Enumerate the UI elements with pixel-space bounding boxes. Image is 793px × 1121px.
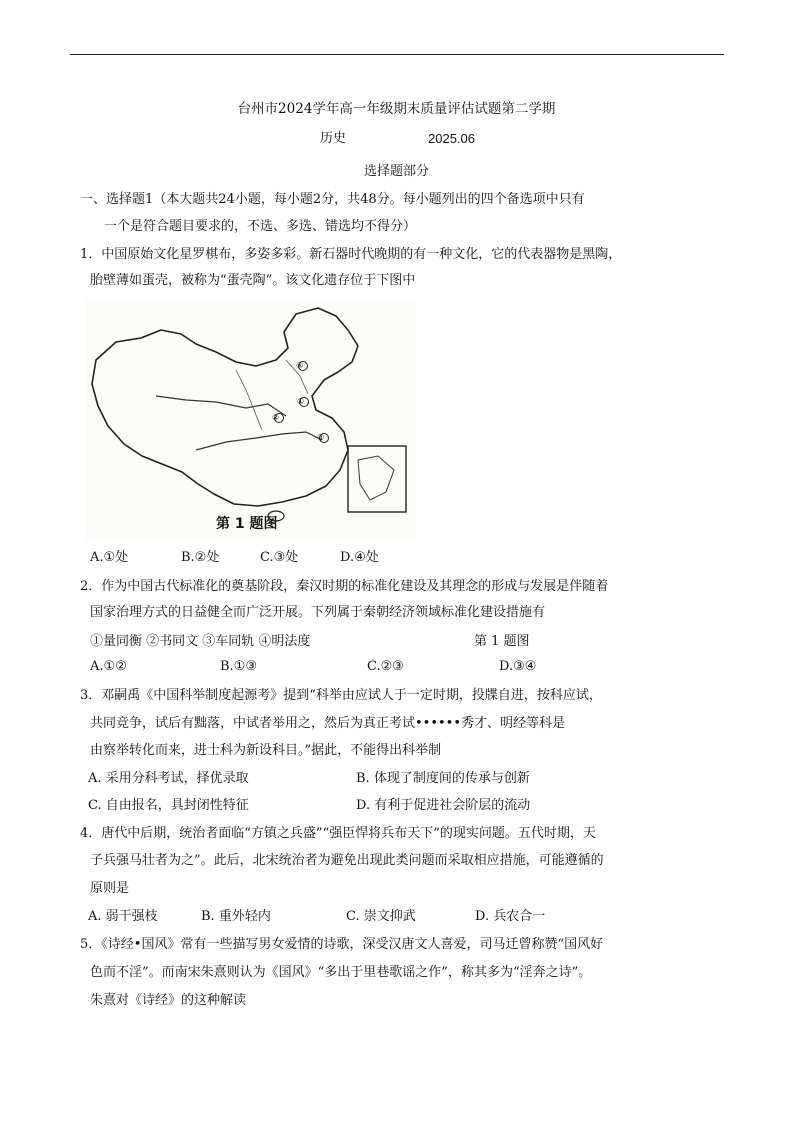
- q3-stem-line3: 由察举转化而来，进士科为新设科目。”据此，不能得出科举制: [90, 743, 442, 758]
- q3-stem-line2: 共同竞争，试后有黜落，中试者举用之，然后为真正考试••••••秀才、明经等科是: [90, 716, 566, 731]
- q3-option-a: A. 采用分科考试，择优录取: [88, 771, 249, 786]
- q4-stem-line2: 子兵强马壮者为之”。此后，北宋统治者为避免出现此类问题而采取相应措施，可能遵循的: [90, 853, 604, 868]
- header-rule: [70, 54, 724, 55]
- map-marker-4: ④: [296, 361, 304, 370]
- map-caption: 第 1 题图: [216, 516, 278, 532]
- q3-option-c: C. 自由报名，具封闭性特征: [88, 798, 249, 813]
- map-marker-1: ①: [297, 397, 305, 406]
- q5-stem-line1: 5．《诗经•国风》常有一些描写男女爱情的诗歌，深受汉唐文人喜爱，司马迁曾称赞“国风好: [80, 937, 604, 952]
- china-map-outline-icon: [86, 300, 416, 540]
- q5-stem-line2: 色而不淫”。而南宋朱熹则认为《国风》“多出于里巷歌谣之作”，称其多为“淫奔之诗”。: [90, 965, 592, 980]
- q4-stem-line3: 原则是: [90, 881, 130, 896]
- map-marker-3: ③: [317, 433, 325, 442]
- q1-stem-line1: 1．中国原始文化星罗棋布，多姿多彩。新石器时代晚期的有一种文化，它的代表器物是黑陶，: [80, 247, 622, 262]
- q4-option-d: D. 兵农合一: [475, 909, 546, 924]
- q3-stem-line1: 3．邓嗣禹《中国科举制度起源考》提到“科举由应试人于一定时期，投牒自进，按科应试，: [80, 688, 602, 703]
- section-instructions-line1: 一、选择题1（本大题共24小题，每小题2分，共48分。每小题列出的四个备选项中只有: [80, 192, 585, 207]
- subject-label: 历史: [320, 131, 347, 146]
- map-marker-2: ②: [272, 413, 280, 422]
- q2-option-d: D.③④: [499, 659, 537, 674]
- q1-option-c: C.③处: [260, 550, 299, 565]
- q5-stem-line3: 朱熹对《诗经》的这种解读: [90, 993, 247, 1008]
- exam-title: 台州市2024学年高一年级期末质量评估试题第二学期: [237, 101, 556, 117]
- q1-option-d: D.④处: [340, 550, 379, 565]
- q2-stem-line1: 2．作为中国古代标准化的奠基阶段，秦汉时期的标准化建设及其理念的形成与发展是伴随着: [80, 579, 609, 594]
- q2-option-b: B.①③: [220, 659, 257, 674]
- q4-option-a: A. 弱干强枝: [88, 909, 158, 924]
- exam-date: 2025.06: [428, 131, 475, 146]
- q3-option-d: D. 有利于促进社会阶层的流动: [356, 798, 531, 813]
- q1-china-map: [86, 300, 416, 540]
- q1-option-a: A.①处: [90, 550, 129, 565]
- section-instructions-line2: 一个是符合题目要求的，不选、多选、错选均不得分）: [104, 219, 417, 234]
- q4-option-c: C. 崇文抑武: [346, 909, 416, 924]
- q4-stem-line1: 4．唐代中后期，统治者面临“方镇之兵盛”“强臣悍将兵布天下”的现实问题。五代时期，天: [80, 826, 596, 841]
- section-part: 选择题部分: [363, 164, 429, 179]
- q2-stem-line2: 国家治理方式的日益健全而广泛开展。下列属于秦朝经济领域标准化建设措施有: [90, 605, 546, 620]
- q1-stem-line2: 胎壁薄如蛋壳，被称为“蛋壳陶”。该文化遗存位于下图中: [90, 273, 416, 288]
- q2-figure-note: 第 1 题图: [474, 634, 530, 649]
- q3-option-b: B. 体现了制度间的传承与创新: [356, 771, 530, 786]
- q2-option-c: C.②③: [367, 659, 404, 674]
- q4-option-b: B. 重外轻内: [201, 909, 271, 924]
- q2-items: ①量同衡 ②书同文 ③车同轨 ④明法度: [90, 634, 311, 649]
- q1-option-b: B.②处: [181, 550, 220, 565]
- q2-option-a: A.①②: [90, 659, 127, 674]
